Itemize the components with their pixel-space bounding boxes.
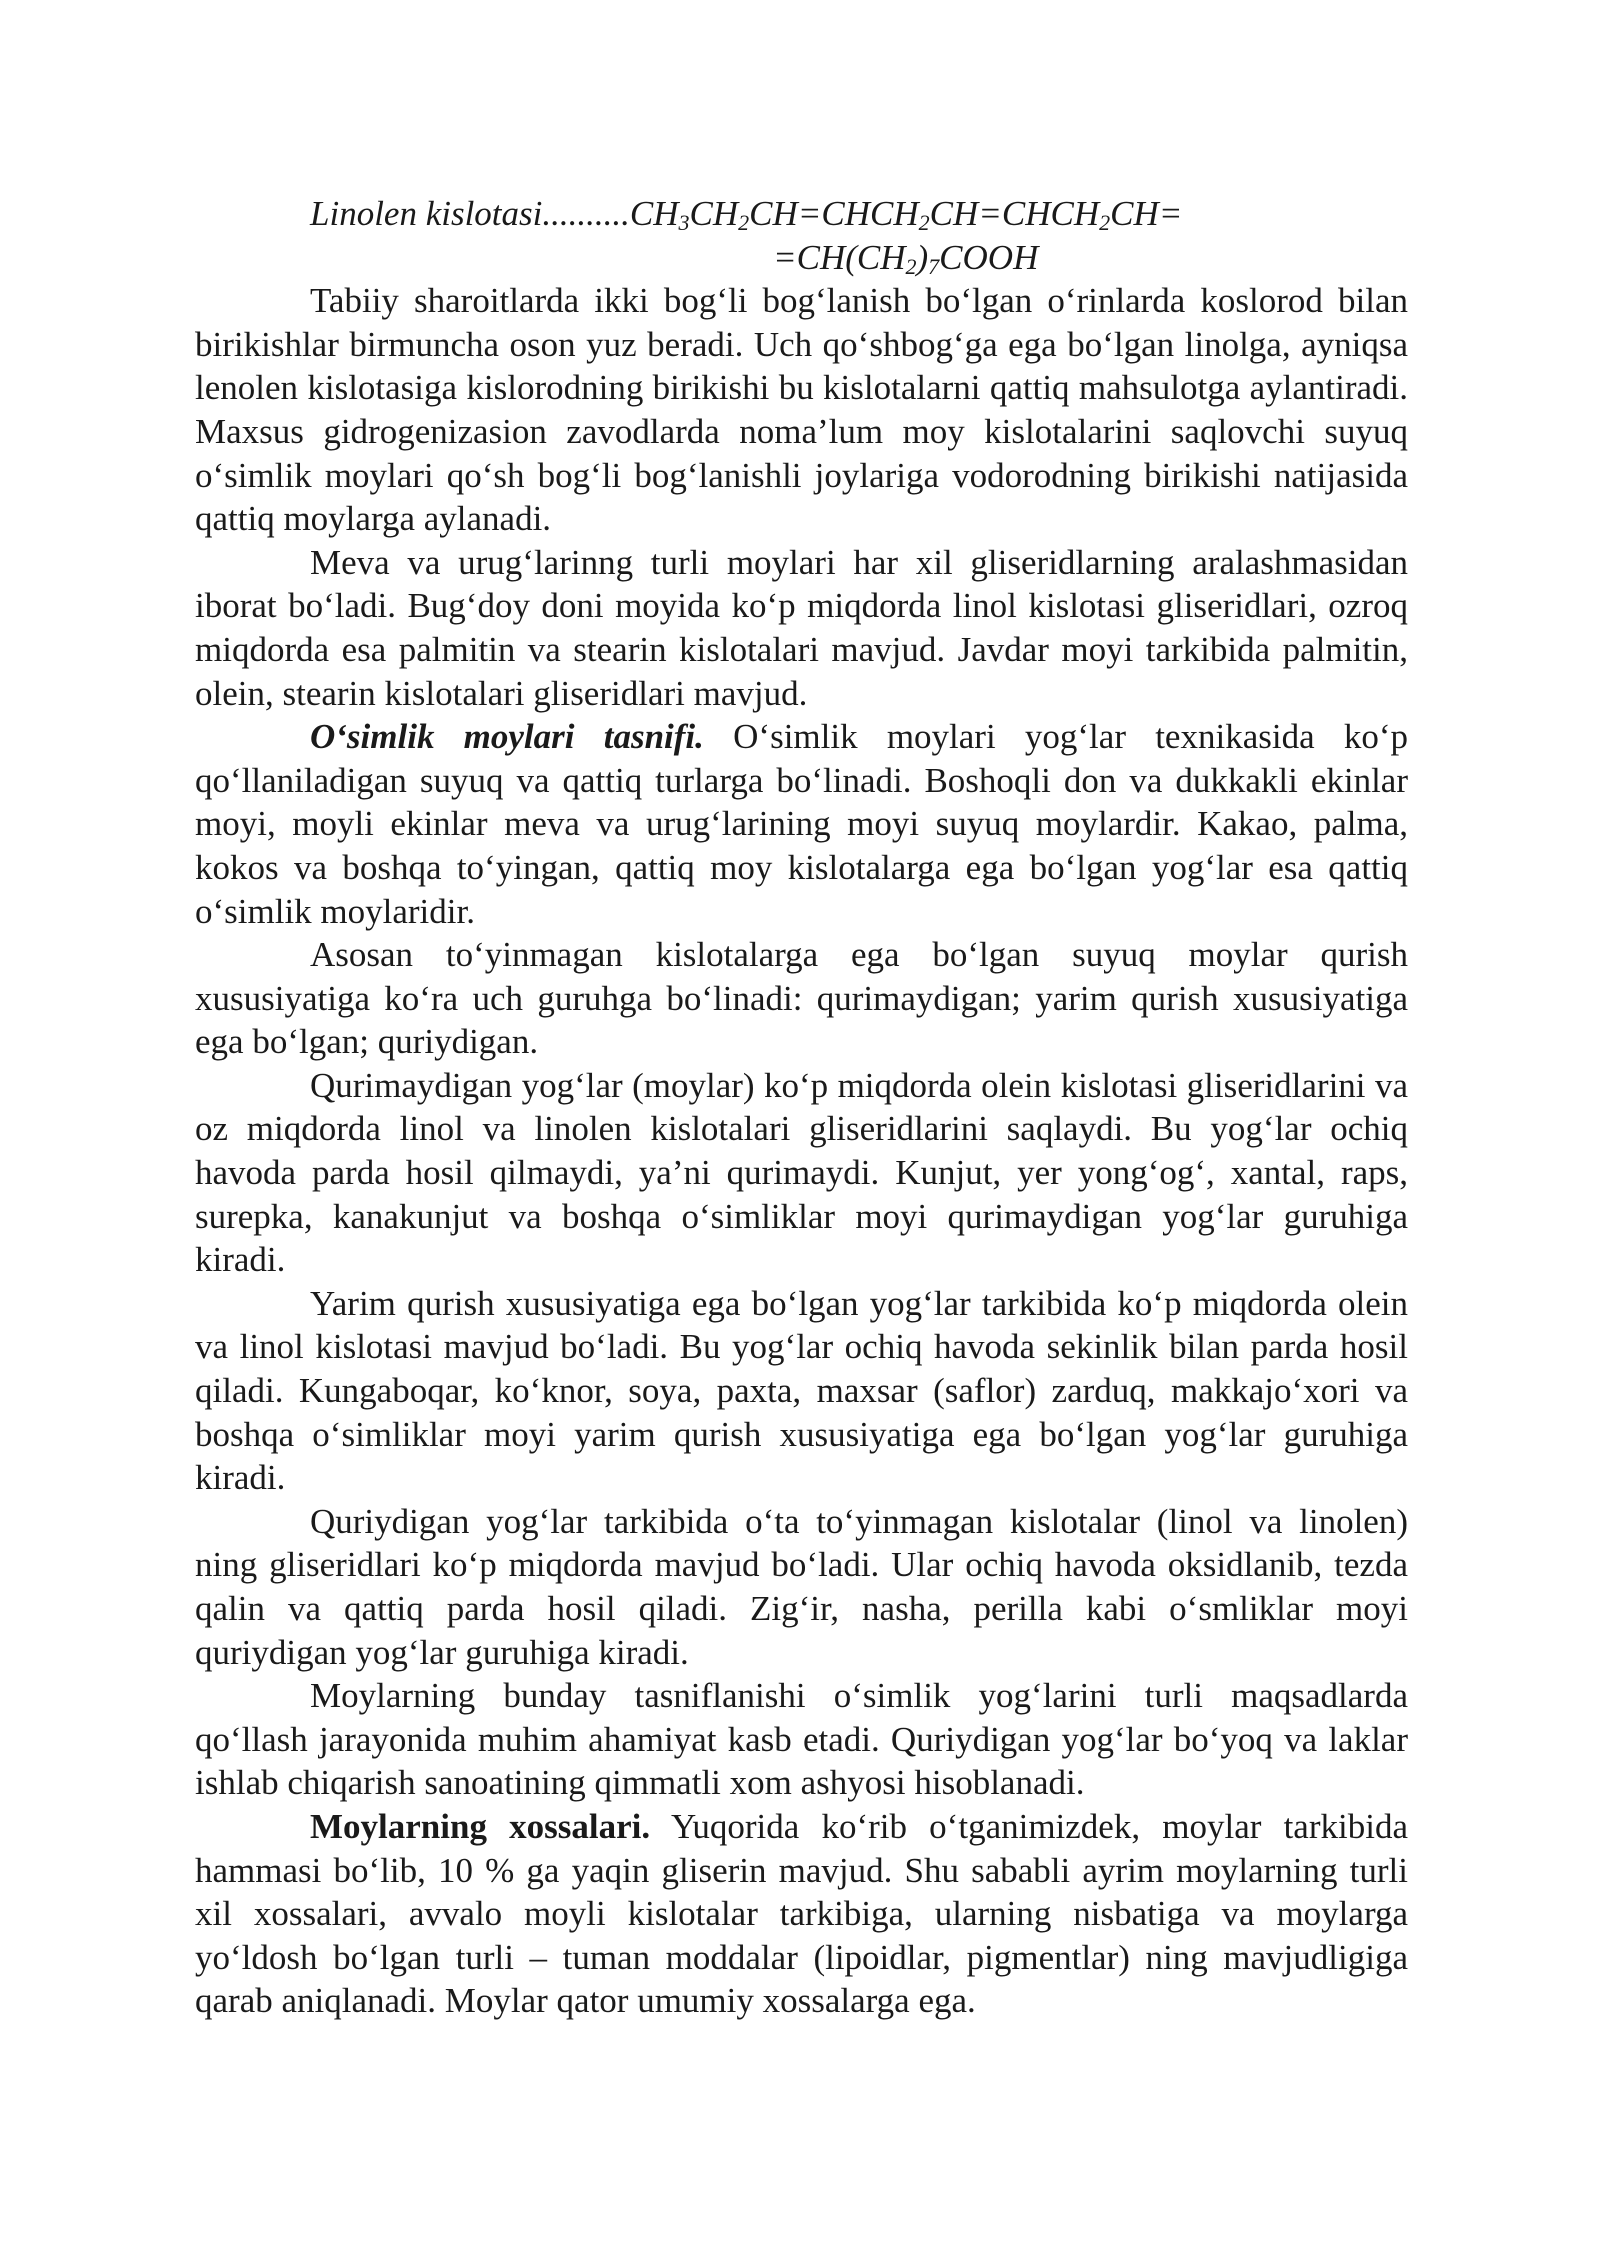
paragraph-text: Yuqorida ko‘rib o‘tganimizdek, moylar tarkibida hammasi bo‘lib, 10 % ga yaqin gliserin mavjud. Shu sababli ayrim moylarning turli xil xossalari, avvalo moyli kislotalar tarkibiga, ularning nisbatiga va moylarga yo‘ldosh bo‘lgan turli – tuman moddalar (lipoidlar, pigmentlar) ning mavjudligiga qarab aniqlanadi. Moylar qator umumiy xossalarga ega. [195, 1806, 1408, 2021]
paragraph-text: Quriydigan yog‘lar tarkibida o‘ta to‘yinmagan kislotalar (linol va linolen) ning gliseridlari ko‘p miqdorda mavjud bo‘ladi. Ular ochiq havoda oksidlanib, tezda qalin va qattiq parda hosil qiladi. Zig‘ir, nasha, perilla kabi o‘smliklar moyi quriydigan yog‘lar guruhiga kiradi. [195, 1501, 1408, 1672]
formula-subscript: 2 [1099, 210, 1111, 235]
paragraph-text: Yarim qurish xususiyatiga ega bo‘lgan yog‘lar tarkibida ko‘p miqdorda olein va linol kislotasi mavjud bo‘ladi. Bu yog‘lar ochiq havoda sekinlik bilan parda hosil qiladi. Kungaboqar, ko‘knor, soya, paxta, maxsar (saflor) zarduq, makkajo‘xori va boshqa o‘simliklar moyi yarim qurish xususiyatiga ega bo‘lgan yog‘lar guruhiga kiradi. [195, 1283, 1408, 1498]
paragraph-text: Meva va urug‘larinng turli moylari har xil gliseridlarning aralashmasidan iborat bo‘ladi. Bug‘doy doni moyida ko‘p miqdorda linol kislotasi gliseridlari, ozroq miqdorda esa palmitin va stearin kislotalari mavjud. Javdar moyi tarkibida palmitin, olein, stearin kislotalari gliseridlari mavjud. [195, 542, 1408, 713]
paragraph [195, 1282, 1408, 1500]
paragraph [195, 1674, 1408, 1805]
formula-text: CH [689, 194, 739, 233]
formula-text: CH=CHCH [749, 194, 919, 233]
paragraph [195, 1500, 1408, 1674]
paragraph [195, 715, 1408, 933]
section-heading: Moylarning xossalari. [310, 1806, 651, 1846]
document-body [195, 279, 1408, 2023]
paragraph [195, 1064, 1408, 1282]
formula-text: CH= [1110, 194, 1183, 233]
formula-text: ) [916, 237, 929, 277]
paragraph [195, 279, 1408, 541]
formula-dots: .......... [542, 194, 630, 233]
paragraph-text: Tabiiy sharoitlarda ikki bog‘li bog‘lanish bo‘lgan o‘rinlarda koslorod bilan birikishlar birmuncha oson yuz beradi. Uch qo‘shbog‘ga ega bo‘lgan linolga, ayniqsa lenolen kislotasiga kislorodning birikishi bu kislotalarni qattiq mahsulotga aylantiradi. Maxsus gidrogenizasion zavodlarda noma’lum moy kislotalarini saqlovchi suyuq o‘simlik moylari qo‘sh bog‘li bog‘lanishli joylariga vodorodning birikishi natijasida qattiq moylarga aylanadi. [195, 281, 1408, 539]
paragraph-text: Asosan to‘yinmagan kislotalarga ega bo‘lgan suyuq moylar qurish xususiyatiga ko‘ra uch guruhga bo‘linadi: qurimaydigan; yarim qurish xususiyatiga ega bo‘lgan; quriydigan. [195, 935, 1408, 1062]
formula-subscript: 2 [905, 253, 917, 279]
formula-text: CH=CHCH [929, 194, 1100, 233]
paragraph-text: O‘simlik moylari yog‘lar texnikasida ko‘p qo‘llaniladigan suyuq va qattiq turlarga bo‘linadi. Boshoqli don va dukkakli ekinlar moyi, moyli ekinlar meva va urug‘larining moyi suyuq moylardir. Kakao, palma, kokos va boshqa to‘yingan, qattiq moy kislotalarga ega bo‘lgan yog‘lar esa qattiq o‘simlik moylaridir. [195, 717, 1408, 931]
formula-subscript: 2 [918, 210, 930, 235]
formula-expression-1 [630, 194, 1182, 233]
formula-text: CH [629, 194, 679, 233]
formula-label: Linolen kislotasi [310, 194, 543, 233]
paragraph [195, 541, 1408, 715]
formula-line-2 [195, 236, 1408, 280]
formula-expression-2 [773, 238, 1038, 277]
formula-line-1 [195, 192, 1408, 236]
formula-subscript: 2 [738, 210, 750, 235]
formula-text: =CH(CH [773, 237, 906, 277]
formula-subscript: 3 [678, 210, 690, 235]
paragraph-text: Qurimaydigan yog‘lar (moylar) ko‘p miqdorda olein kislotasi gliseridlarini va oz miqdorda linol va linolen kislotalari gliseridlarini saqlaydi. Bu yog‘lar ochiq havoda parda hosil qilmaydi, ya’ni qurimaydi. Kunjut, yer yong‘og‘, xantal, raps, surepka, kanakunjut va boshqa o‘simliklar moyi qurimaydigan yog‘lar guruhiga kiradi. [195, 1065, 1408, 1280]
paragraph [195, 933, 1408, 1064]
document-page [195, 192, 1408, 2023]
paragraph [195, 1805, 1408, 2023]
formula-text: COOH [939, 237, 1039, 277]
paragraph-text: Moylarning bunday tasniflanishi o‘simlik yog‘larini turli maqsadlarda qo‘llash jarayonida muhim ahamiyat kasb etadi. Quriydigan yog‘lar bo‘yoq va laklar ishlab chiqarish sanoatining qimmatli xom ashyosi hisoblanadi. [195, 1676, 1408, 1803]
section-heading: O‘simlik moylari tasnifi. [310, 717, 704, 757]
formula-subscript: 7 [928, 253, 940, 279]
